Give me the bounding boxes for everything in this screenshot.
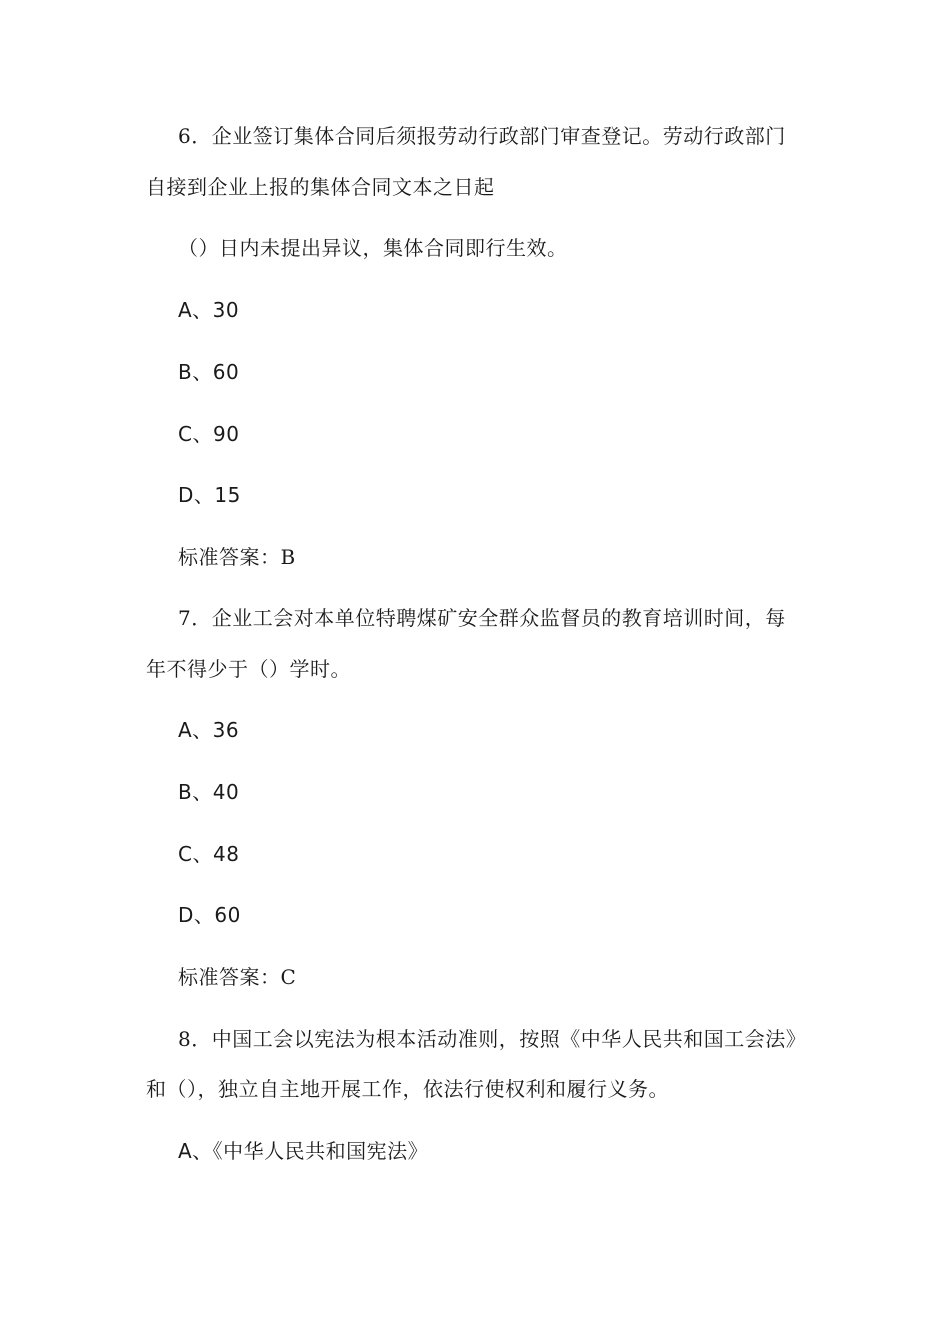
question-7-line-2: 年不得少于（）学时。 (146, 657, 351, 681)
question-6-line-2: 自接到企业上报的集体合同文本之日起 (146, 175, 495, 199)
question-8-line-1: 8．中国工会以宪法为根本活动准则，按照《中华人民共和国工会法》 (178, 1027, 807, 1051)
question-6-option-a: A、30 (178, 298, 240, 322)
question-6-line-3: （）日内未提出异议，集体合同即行生效。 (178, 236, 568, 260)
question-6-option-d: D、15 (178, 483, 241, 507)
question-6-option-c: C、90 (178, 422, 240, 446)
question-8-line-2: 和（），独立自主地开展工作，依法行使权利和履行义务。 (146, 1077, 669, 1101)
question-7-option-b: B、40 (178, 780, 240, 804)
question-6-answer: 标准答案：B (178, 545, 296, 569)
question-6-line-1: 6．企业签订集体合同后须报劳动行政部门审查登记。劳动行政部门 (178, 124, 786, 148)
question-7-option-d: D、60 (178, 903, 241, 927)
question-6-option-b: B、60 (178, 360, 240, 384)
question-7-answer: 标准答案：C (178, 965, 297, 989)
question-7-option-c: C、48 (178, 842, 240, 866)
question-7-line-1: 7．企业工会对本单位特聘煤矿安全群众监督员的教育培训时间，每 (178, 606, 786, 630)
question-7-option-a: A、36 (178, 718, 240, 742)
question-8-option-a: A、《中华人民共和国宪法》 (178, 1139, 429, 1163)
